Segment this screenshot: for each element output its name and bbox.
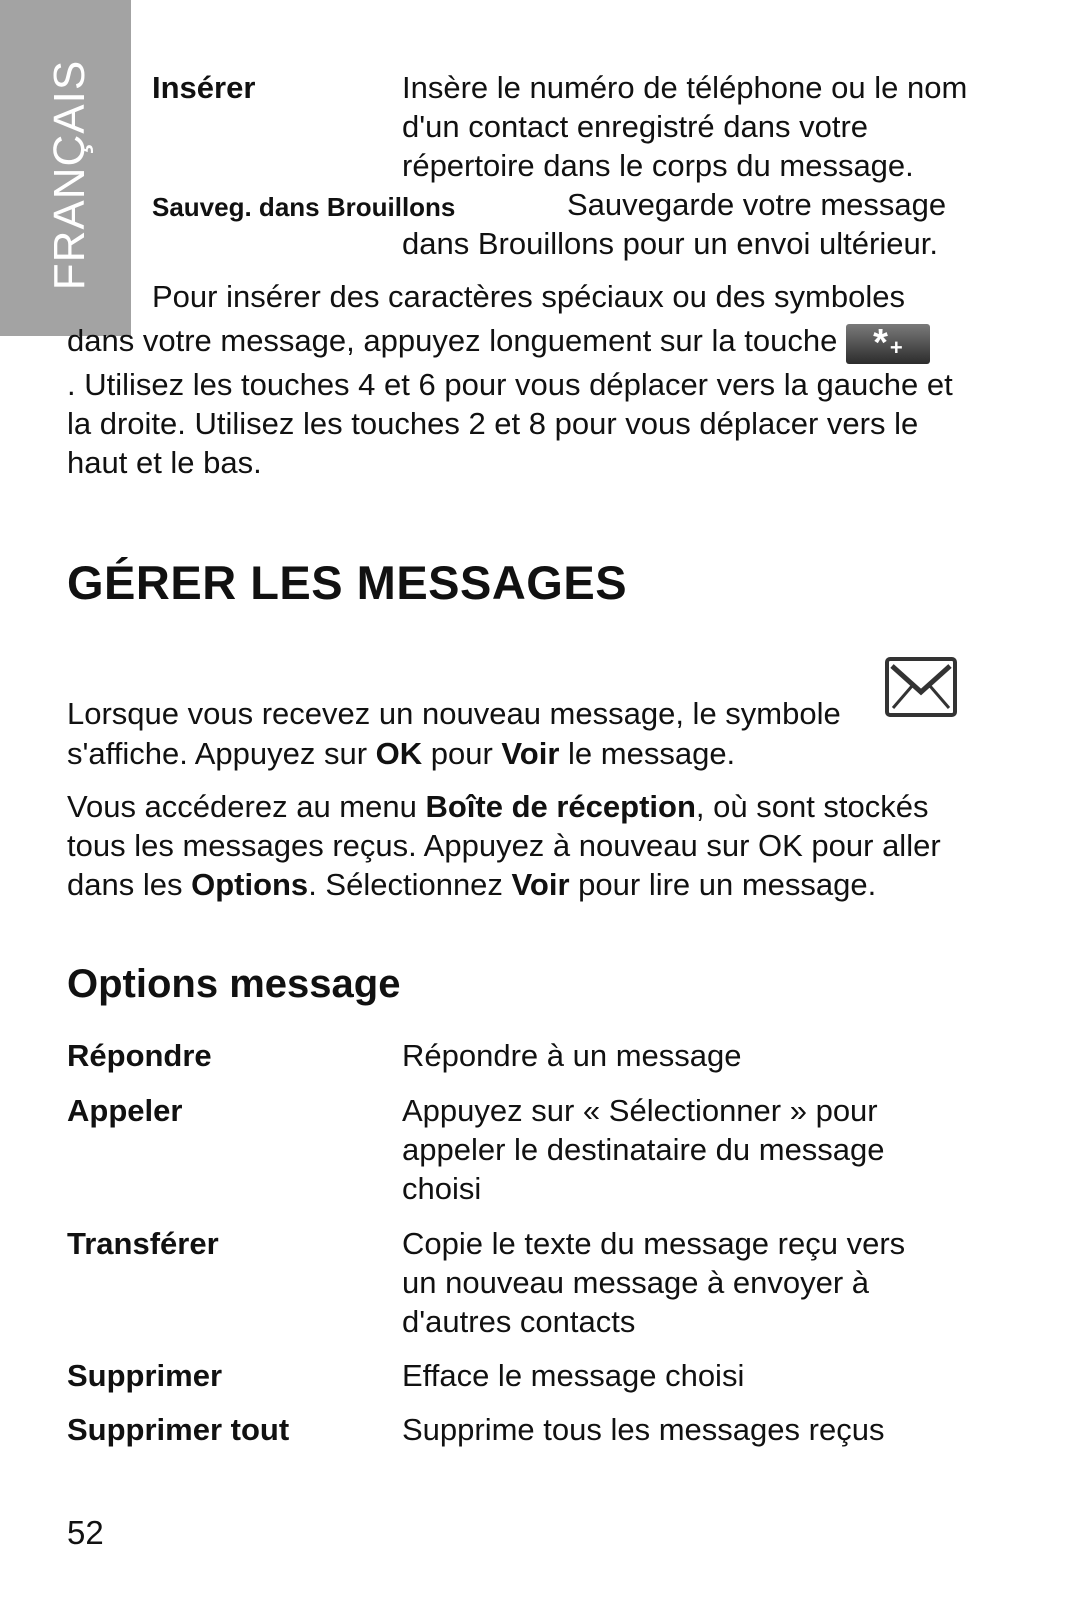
special-chars-rest: . Utilisez les touches 4 et 6 pour vous déplacer vers la gauche et la droite. Utilisez les touches 2 et 8 pour vous déplacer vers le haut et le bas.	[67, 367, 953, 480]
text-span: pour	[422, 736, 502, 771]
option-term-supprimer: Supprimer	[67, 1358, 223, 1393]
language-tab	[0, 0, 131, 336]
option-def-appeler: Appuyez sur « Sélectionner » pour appeler le destinataire du message choisi	[402, 1093, 885, 1206]
option-term-repondre: Répondre	[67, 1038, 212, 1073]
option-term-transferer: Transférer	[67, 1226, 219, 1261]
option-term-appeler: Appeler	[67, 1093, 183, 1128]
option-def-repondre: Répondre à un message	[402, 1038, 742, 1073]
inbox-keyword: Boîte de réception	[425, 789, 696, 824]
text-span: Vous accéderez au menu	[67, 789, 426, 824]
save-drafts-definition-line2: dans Brouillons pour un envoi ultérieur.	[402, 226, 938, 261]
text-span: s'affiche. Appuyez sur	[67, 736, 376, 771]
text-span: pour lire un message.	[569, 867, 877, 902]
inbox-paragraph	[67, 787, 967, 904]
save-drafts-term: Sauveg. dans Brouillons	[152, 192, 456, 222]
voir-keyword: Voir	[511, 867, 570, 902]
option-def-supprimer-tout: Supprime tous les messages reçus	[402, 1412, 885, 1447]
option-term-supprimer-tout: Supprimer tout	[67, 1412, 290, 1447]
insert-term: Insérer	[152, 70, 256, 105]
text-span: le message.	[559, 736, 736, 771]
voir-keyword: Voir	[501, 736, 560, 771]
text-span: , où sont stockés tous les messages reçus. Appuyez à nouveau sur OK pour aller dans les	[67, 789, 941, 902]
envelope-icon	[884, 656, 958, 718]
save-drafts-definition-line1: Sauvegarde votre message	[567, 187, 947, 222]
page-number: 52	[67, 1514, 104, 1551]
section-title: GÉRER LES MESSAGES	[67, 556, 628, 609]
text-span: . Sélectionnez	[308, 867, 512, 902]
language-tab-label: FRANÇAIS	[45, 59, 94, 291]
special-chars-line2-text: dans votre message, appuyez longuement sur la touche	[67, 323, 838, 358]
option-def-transferer: Copie le texte du message reçu vers un nouveau message à envoyer à d'autres contacts	[402, 1226, 906, 1339]
options-title: Options message	[67, 962, 401, 1006]
insert-definition: Insère le numéro de téléphone ou le nom d'un contact enregistré dans votre répertoire dans le corps du message.	[402, 70, 968, 183]
special-chars-line1: Pour insérer des caractères spéciaux ou des symboles	[152, 279, 905, 314]
star-plus-key-icon: *+	[846, 324, 930, 364]
new-message-line1: Lorsque vous recevez un nouveau message, le symbole	[67, 696, 841, 731]
special-chars-line2	[67, 321, 987, 364]
option-def-supprimer: Efface le message choisi	[402, 1358, 745, 1393]
ok-keyword: OK	[375, 736, 423, 771]
new-message-line2	[67, 734, 967, 773]
options-keyword: Options	[191, 867, 309, 902]
